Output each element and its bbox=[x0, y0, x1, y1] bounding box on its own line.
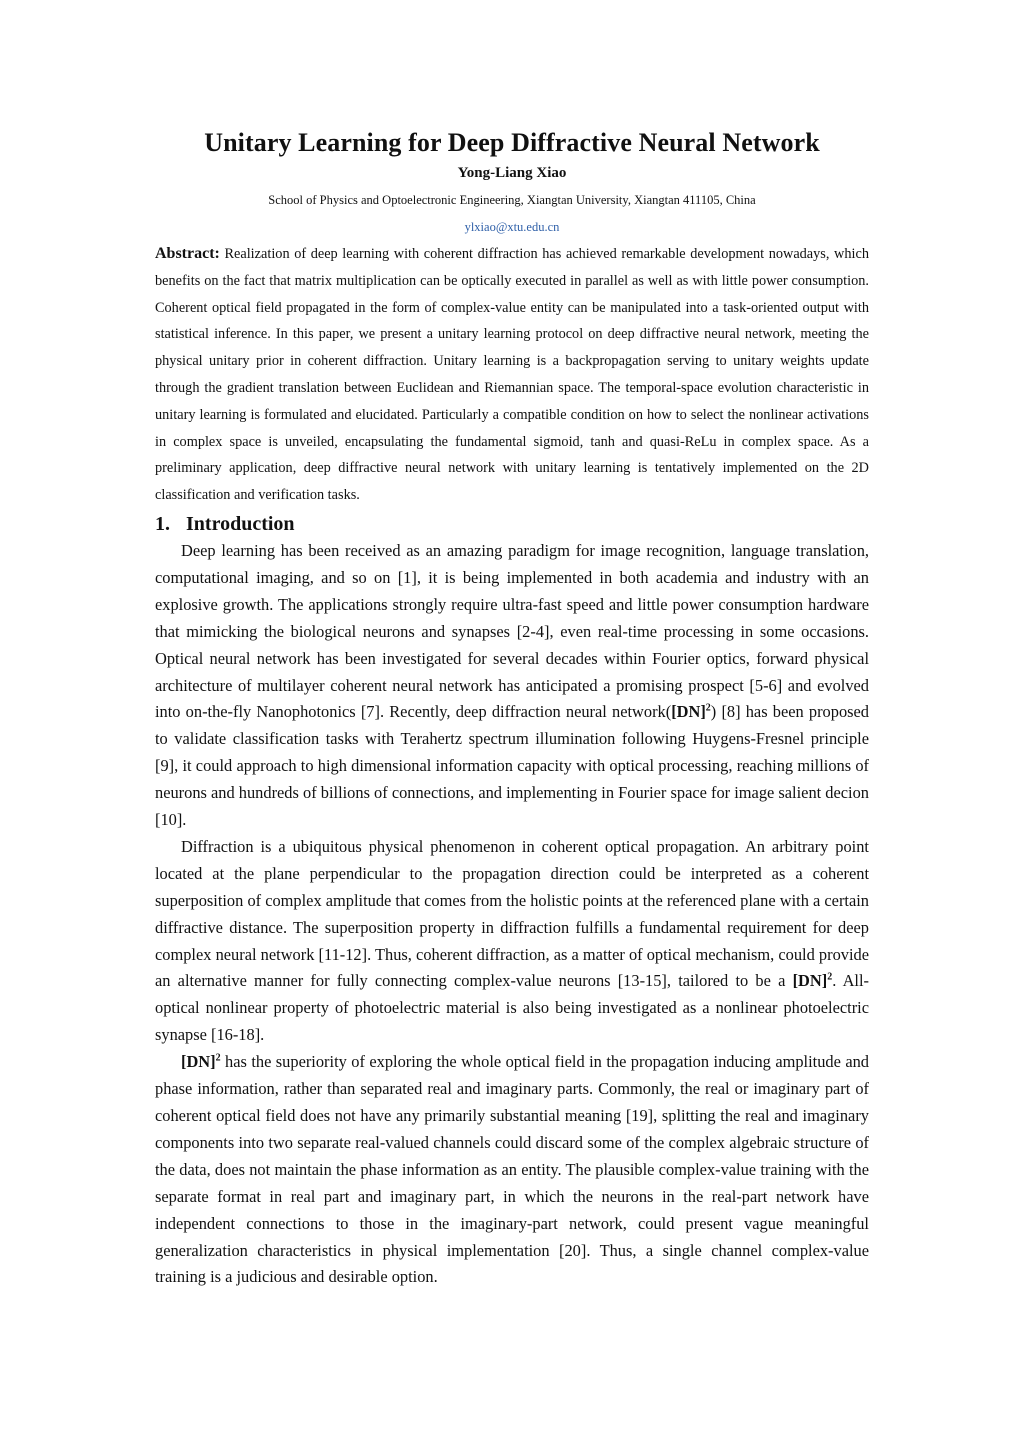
dn-superscript: 2 bbox=[705, 702, 711, 714]
intro-paragraph-1 bbox=[155, 538, 869, 834]
intro-p3-part-b: has the superiority of exploring the whole optical field in the propagation inducing amplitude and phase information, rather than separated real and imaginary parts. Commonly, the real or imaginary part of coherent optical field does not have any primarily substantial meaning [19], splitting the real and imaginary components into two separate real-valued channels could discard some of the complex algebraic structure of the data, does not maintain the phase information as an entity. The plausible complex-value training with the separate format in real part and imaginary part, in which the neurons in the real-part network have independent connections to those in the imaginary-part network, could present vague meaningful generalization characteristics in physical implementation [20]. Thus, a single channel complex-value training is a judicious and desirable option. bbox=[155, 1052, 869, 1287]
intro-p2-part-a: Diffraction is a ubiquitous physical phenomenon in coherent optical propagation. An arbitrary point located at the plane perpendicular to the propagation direction could be interpreted as a coherent superposition of complex amplitude that comes from the holistic points at the referenced plane with a certain diffractive distance. The superposition property in diffraction fulfills a fundamental requirement for deep complex neural network [11-12]. Thus, coherent diffraction, as a matter of optical mechanism, could provide an alternative manner for fully connecting complex-value neurons [13-15], tailored to be a bbox=[155, 836, 869, 991]
abstract-label: Abstract: bbox=[155, 245, 220, 262]
abstract-block bbox=[155, 241, 869, 509]
intro-p1-part-a: Deep learning has been received as an amazing paradigm for image recognition, language translation, computational imaging, and so on [1], it is being implemented in both academia and industry with an explosive growth. The applications strongly require ultra-fast speed and little power consumption hardware that mimicking the biological neurons and synapses [2-4], even real-time processing in some occasions. Optical neural network has been investigated for several decades within Fourier optics, forward physical architecture of multilayer coherent neural network has anticipated a promising prospect [5-6] and evolved into on-the-fly Nanophotonics [7]. Recently, deep diffraction neural network( bbox=[155, 540, 869, 722]
paper-page bbox=[155, 126, 869, 1291]
intro-paragraph-3 bbox=[155, 1049, 869, 1291]
dn-superscript: 2 bbox=[827, 972, 833, 983]
intro-p1-part-b: ) [8] has been proposed to validate classification tasks with Terahertz spectrum illumination following Huygens-Fresnel principle [9], it could approach to high dimensional information capacity with optical processing, reaching millions of neurons and hundreds of billions of connections, and implementing in Fourier space for image salient decion [10]. bbox=[155, 702, 869, 830]
dn-superscript: 2 bbox=[215, 1052, 221, 1064]
author-name: Yong-Liang Xiao bbox=[457, 165, 567, 181]
dn-term: [DN] bbox=[792, 971, 828, 991]
intro-p2-part-b: . All-optical nonlinear property of photoelectric material is also being investigated as a nonlinear photoelectric synapse [16-18]. bbox=[155, 971, 869, 1045]
section-title: Introduction bbox=[186, 512, 295, 535]
abstract-text: Realization of deep learning with coherent diffraction has achieved remarkable development nowadays, which benefits on the fact that matrix multiplication can be optically executed in parallel as well as with little power consumption. Coherent optical field propagated in the form of complex-value entity can be manipulated into a task-oriented output with statistical inference. In this paper, we present a unitary learning protocol on deep diffractive neural network, meeting the physical unitary prior in coherent diffraction. Unitary learning is a backpropagation serving to unitary weights update through the gradient translation between Euclidean and Riemannian space. The temporal-space evolution characteristic in unitary learning is formulated and elucidated. Particularly a compatible condition on how to select the nonlinear activations in complex space is unveiled, encapsulating the fundamental sigmoid, tanh and quasi-ReLu in complex space. As a preliminary application, deep diffractive neural network with unitary learning is tentatively implemented on the 2D classification and verification tasks. bbox=[155, 246, 869, 504]
paper-title: Unitary Learning for Deep Diffractive Neural Network bbox=[204, 128, 820, 157]
author-email-link[interactable]: ylxiao@xtu.edu.cn bbox=[464, 220, 560, 234]
dn-term: [DN] bbox=[181, 1052, 216, 1072]
affiliation: School of Physics and Optoelectronic Engineering, Xiangtan University, Xiangtan 411105, China bbox=[268, 193, 756, 207]
section-number: 1. bbox=[155, 512, 170, 535]
intro-paragraph-2 bbox=[155, 834, 869, 1049]
section-heading-introduction bbox=[155, 510, 869, 538]
dn-term: [DN] bbox=[671, 702, 706, 722]
